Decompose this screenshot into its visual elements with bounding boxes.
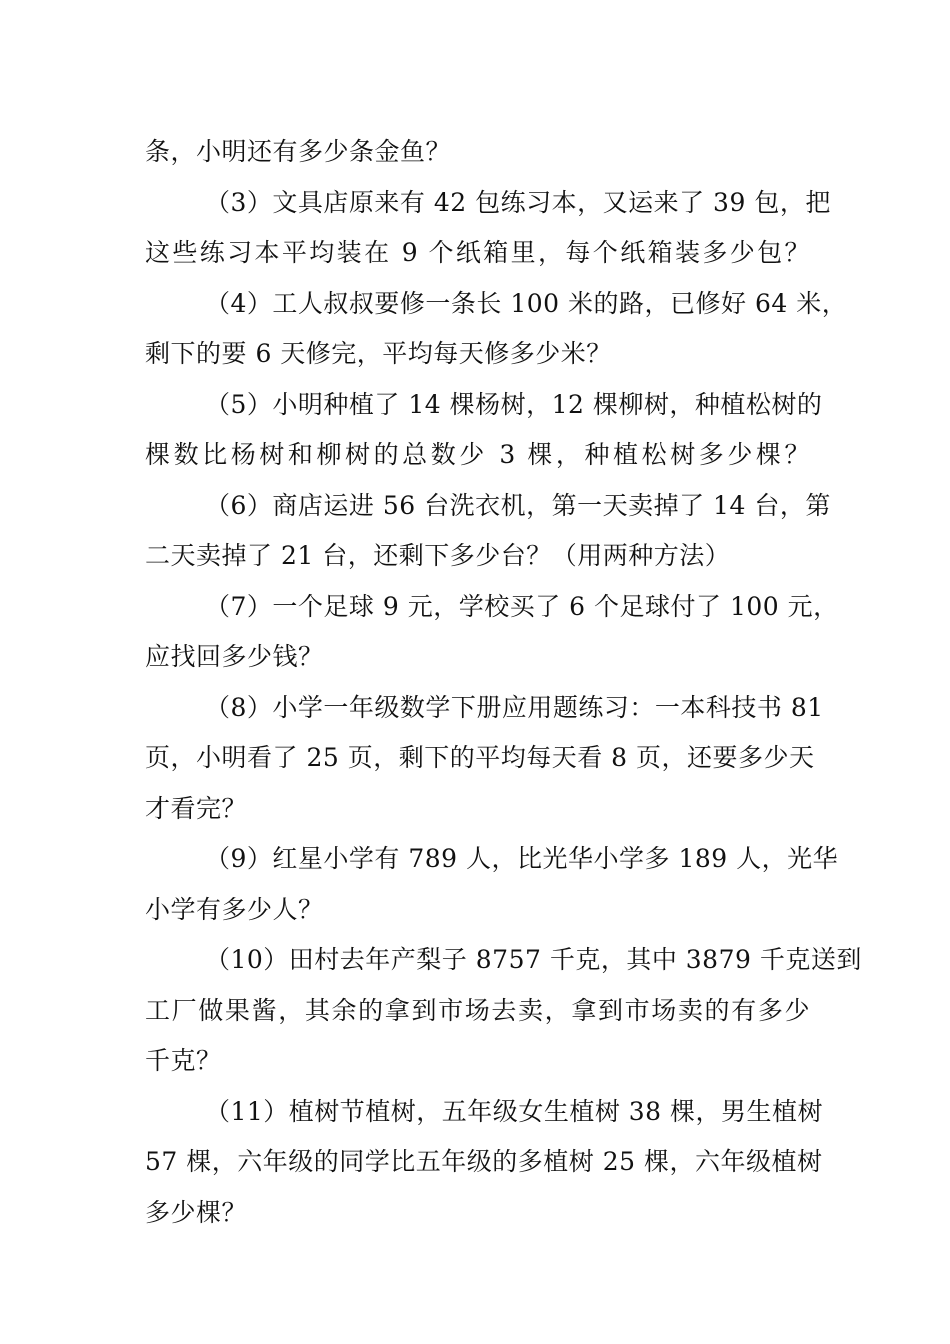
question-4-line-1: （4）工人叔叔要修一条长 100 米的路，已修好 64 米，	[205, 288, 848, 318]
question-11-line-2: 57 棵，六年级的同学比五年级的多植树 25 棵，六年级植树	[145, 1147, 823, 1176]
question-5-line-2: 棵数比杨树和柳树的总数少 3 棵，种植松树多少棵？	[145, 440, 810, 469]
question-9-line-2: 小学有多少人？	[145, 894, 324, 924]
document-body	[145, 127, 862, 1238]
question-9-line-1: （9）红星小学有 789 人，比光华小学多 189 人，光华	[205, 844, 839, 873]
question-3-line-2: 这些练习本平均装在 9 个纸箱里，每个纸箱装多少包？	[145, 238, 810, 267]
question-11-line-1: （11）植树节植树，五年级女生植树 38 棵，男生植树	[205, 1096, 824, 1126]
question-8-line-3: 才看完？	[145, 793, 248, 823]
question-10-line-3: 千克？	[145, 1046, 222, 1075]
paragraph-line: 条，小明还有多少条金鱼？	[145, 137, 452, 166]
question-3-line-1: （3）文具店原来有 42 包练习本，又运来了 39 包，把	[205, 187, 831, 217]
question-7-line-2: 应找回多少钱？	[145, 642, 324, 671]
question-4-line-2: 剩下的要 6 天修完，平均每天修多少米？	[145, 339, 612, 368]
question-10-line-1: （10）田村去年产梨子 8757 千克，其中 3879 千克送到	[205, 945, 862, 974]
question-8-line-1: （8）小学一年级数学下册应用题练习：一本科技书 81	[205, 692, 824, 722]
question-6-line-2: 二天卖掉了 21 台，还剩下多少台？（用两种方法）	[145, 541, 731, 570]
question-11-line-3: 多少棵？	[145, 1197, 248, 1227]
question-5-line-1: （5）小明种植了 14 棵杨树，12 棵柳树，种植松树的	[205, 389, 823, 419]
question-7-line-1: （7）一个足球 9 元，学校买了 6 个足球付了 100 元，	[205, 591, 839, 621]
question-6-line-1: （6）商店运进 56 台洗衣机，第一天卖掉了 14 台，第	[205, 490, 831, 520]
question-10-line-2: 工厂做果酱，其余的拿到市场去卖，拿到市场卖的有多少	[145, 995, 810, 1025]
question-8-line-2: 页，小明看了 25 页，剩下的平均每天看 8 页，还要多少天	[145, 743, 815, 772]
